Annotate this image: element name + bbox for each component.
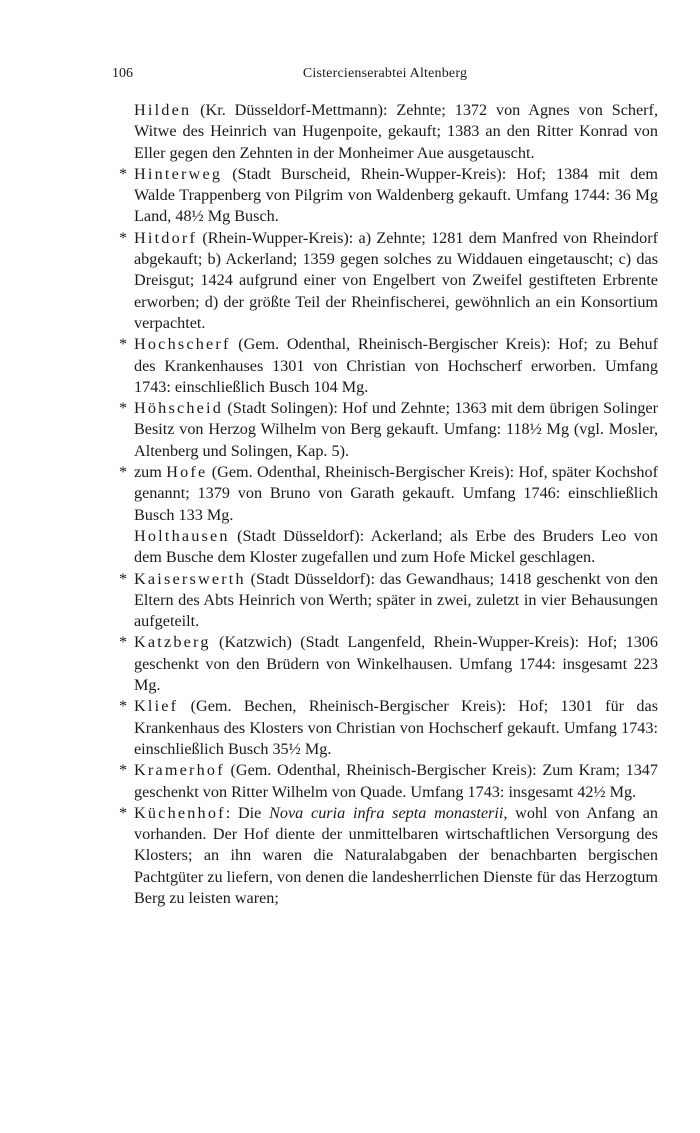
place-name: Katzberg	[134, 633, 211, 652]
running-header	[112, 66, 658, 86]
entry-kuechenhof	[112, 803, 658, 909]
asterisk-marker: *	[119, 164, 128, 183]
latin-phrase: Nova curia infra septa monasterii	[269, 803, 504, 822]
asterisk-marker: *	[119, 761, 128, 780]
place-name: Küchenhof	[134, 803, 226, 822]
asterisk-marker: *	[119, 803, 128, 822]
place-name: Klief	[134, 697, 179, 716]
entry-text-before: : Die	[225, 803, 270, 822]
place-name: Hofe	[166, 463, 208, 482]
entry-text: (Gem. Odenthal, Rheinisch-Bergischer Kreis): Zum Kram; 1347 geschenkt von Ritter Wilhelm von Quade. Umfang 1743: insgesamt 42½ Mg.	[134, 761, 658, 801]
running-title: Cistercienserabtei Altenberg	[302, 66, 468, 81]
place-prefix: zum	[134, 463, 167, 482]
entry-text: (Stadt Solingen): Hof und Zehnte; 1363 mit dem übrigen Solinger Besitz von Herzog Wilhelm von Berg gekauft. Umfang: 118½ Mg (vgl. Mosler, Altenberg und Solingen, Kap. 5).	[134, 399, 658, 460]
gazetteer-entries	[112, 100, 658, 909]
asterisk-marker: *	[119, 633, 128, 652]
entry-text: , wohl von Anfang an vorhanden. Der Hof diente der unmittelbaren wirtschaftlichen Versorgung des Klosters; an ihn waren die Naturalabgaben der benachbarten bergischen Pachtgüter zu liefern, von denen die landesherrlichen Dienste für das Herzogtum Berg zu leisten waren;	[134, 803, 658, 907]
entry-text: (Rhein-Wupper-Kreis): a) Zehnte; 1281 dem Manfred von Rheindorf abgekauft; b) Ackerland; 1359 gegen solches zu Widdauen eingetauscht; c) das Dreisgut; 1424 aufgrund einer von Engelbert von Zweifel gestifteten Erbrente erworben; d) der größte Teil der Rheinfischerei, gewöhnlich an ein Konsortium verpachtet.	[134, 228, 658, 332]
entry-text: (Kr. Düsseldorf-Mettmann): Zehnte; 1372 von Agnes von Scherf, Witwe des Heinrich van Hugenpoite, gekauft; 1383 an den Ritter Konrad von Eller gegen den Zehnten in der Monheimer Aue ausgetauscht.	[134, 101, 658, 162]
asterisk-marker: *	[119, 399, 128, 418]
entry-holthausen	[112, 526, 658, 569]
asterisk-marker: *	[119, 697, 128, 716]
entry-text: (Gem. Odenthal, Rheinisch-Bergischer Kreis): Hof, später Kochshof genannt; 1379 von Bruno von Garath gekauft. Umfang 1746: einschließlich Busch 133 Mg.	[134, 463, 658, 524]
place-name: Kaiserswerth	[134, 569, 246, 588]
place-name: Hochscherf	[134, 335, 231, 354]
asterisk-marker: *	[119, 228, 128, 247]
place-name: Hitdorf	[134, 228, 198, 247]
entry-text: (Gem. Odenthal, Rheinisch-Bergischer Kreis): Hof; zu Behuf des Krankenhauses 1301 von Christian von Hochscherf erworben. Umfang 1743: einschließlich Busch 104 Mg.	[134, 335, 658, 396]
entry-text: (Stadt Düsseldorf): Ackerland; als Erbe des Bruders Leo von dem Busche dem Kloster zugefallen und zum Hofe Mickel geschlagen.	[134, 526, 658, 567]
entry-hochscherf	[112, 334, 658, 398]
place-name: Holthausen	[134, 526, 230, 545]
entry-zum-hofe	[112, 462, 658, 526]
place-name: Höhscheid	[134, 399, 224, 418]
entry-hinterweg	[112, 164, 658, 228]
entry-text: (Stadt Düsseldorf): das Gewandhaus; 1418 geschenkt von den Eltern des Abts Heinrich von Werth; später in zwei, zuletzt in vier Behausungen aufgeteilt.	[134, 569, 658, 631]
entry-text: (Gem. Bechen, Rheinisch-Bergischer Kreis): Hof; 1301 für das Krankenhaus des Klosters von Christian von Hochscherf gekauft. Umfang 1743: einschließlich Busch 35½ Mg.	[134, 697, 658, 758]
asterisk-marker: *	[119, 335, 128, 354]
place-name: Hilden	[134, 101, 192, 119]
asterisk-marker: *	[119, 463, 128, 482]
entry-kaiserswerth	[112, 569, 658, 633]
entry-text: (Katzwich) (Stadt Langenfeld, Rhein-Wupper-Kreis): Hof; 1306 geschenkt von den Brüdern von Winkelhausen. Umfang 1744: insgesamt 223 Mg.	[134, 633, 658, 695]
place-name: Kramerhof	[134, 761, 225, 780]
entry-klief	[112, 696, 658, 760]
place-name: Hinterweg	[134, 164, 223, 183]
entry-text: (Stadt Burscheid, Rhein-Wupper-Kreis): Hof; 1384 mit dem Walde Trappenberg von Pilgrim von Waldenberg gekauft. Umfang 1744: 36 Mg Land, 48½ Mg Busch.	[134, 164, 658, 226]
entry-kramerhof	[112, 760, 658, 803]
entry-hitdorf	[112, 228, 658, 334]
page-number: 106	[112, 66, 133, 81]
entry-katzberg	[112, 632, 658, 696]
entry-hilden	[112, 100, 658, 164]
entry-hoehscheid	[112, 398, 658, 462]
asterisk-marker: *	[119, 569, 128, 588]
